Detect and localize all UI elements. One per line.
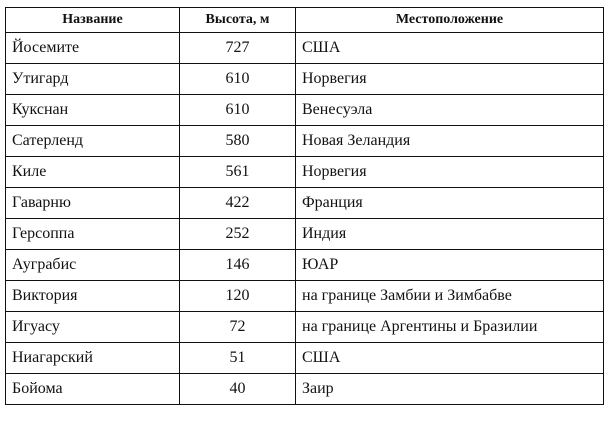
table-row [6,250,604,281]
cell-name: Герсоппа [6,219,180,250]
cell-location: США [296,343,604,374]
table-header [6,8,604,33]
cell-name: Игуасу [6,312,180,343]
table-row [6,33,604,64]
cell-height: 610 [180,95,296,126]
table-row [6,157,604,188]
cell-location: ЮАР [296,250,604,281]
cell-name: Ауграбис [6,250,180,281]
table-row [6,95,604,126]
cell-height: 252 [180,219,296,250]
cell-name: Йосемите [6,33,180,64]
cell-height: 51 [180,343,296,374]
cell-location: США [296,33,604,64]
cell-name: Утигард [6,64,180,95]
cell-height: 120 [180,281,296,312]
cell-location: на границе Замбии и Зимбабве [296,281,604,312]
waterfalls-table [5,7,604,405]
cell-height: 561 [180,157,296,188]
header-name: Название [6,8,180,33]
table-body [6,33,604,405]
cell-height: 40 [180,374,296,405]
cell-location: Индия [296,219,604,250]
cell-name: Киле [6,157,180,188]
cell-location: Франция [296,188,604,219]
cell-name: Бойома [6,374,180,405]
table-row [6,126,604,157]
table-row [6,281,604,312]
table-row [6,219,604,250]
cell-name: Виктория [6,281,180,312]
cell-name: Ниагарский [6,343,180,374]
table-row [6,343,604,374]
header-row [6,8,604,33]
cell-height: 422 [180,188,296,219]
cell-height: 727 [180,33,296,64]
cell-height: 146 [180,250,296,281]
cell-location: Норвегия [296,64,604,95]
table-row [6,312,604,343]
cell-location: на границе Аргентины и Бразилии [296,312,604,343]
cell-height: 610 [180,64,296,95]
cell-name: Кукснан [6,95,180,126]
cell-location: Норвегия [296,157,604,188]
cell-height: 72 [180,312,296,343]
table-row [6,188,604,219]
cell-height: 580 [180,126,296,157]
cell-location: Новая Зеландия [296,126,604,157]
cell-name: Гаварню [6,188,180,219]
cell-location: Венесуэла [296,95,604,126]
cell-name: Сатерленд [6,126,180,157]
cell-location: Заир [296,374,604,405]
header-location: Местоположение [296,8,604,33]
table-row [6,374,604,405]
table-row [6,64,604,95]
header-height: Высота, м [180,8,296,33]
